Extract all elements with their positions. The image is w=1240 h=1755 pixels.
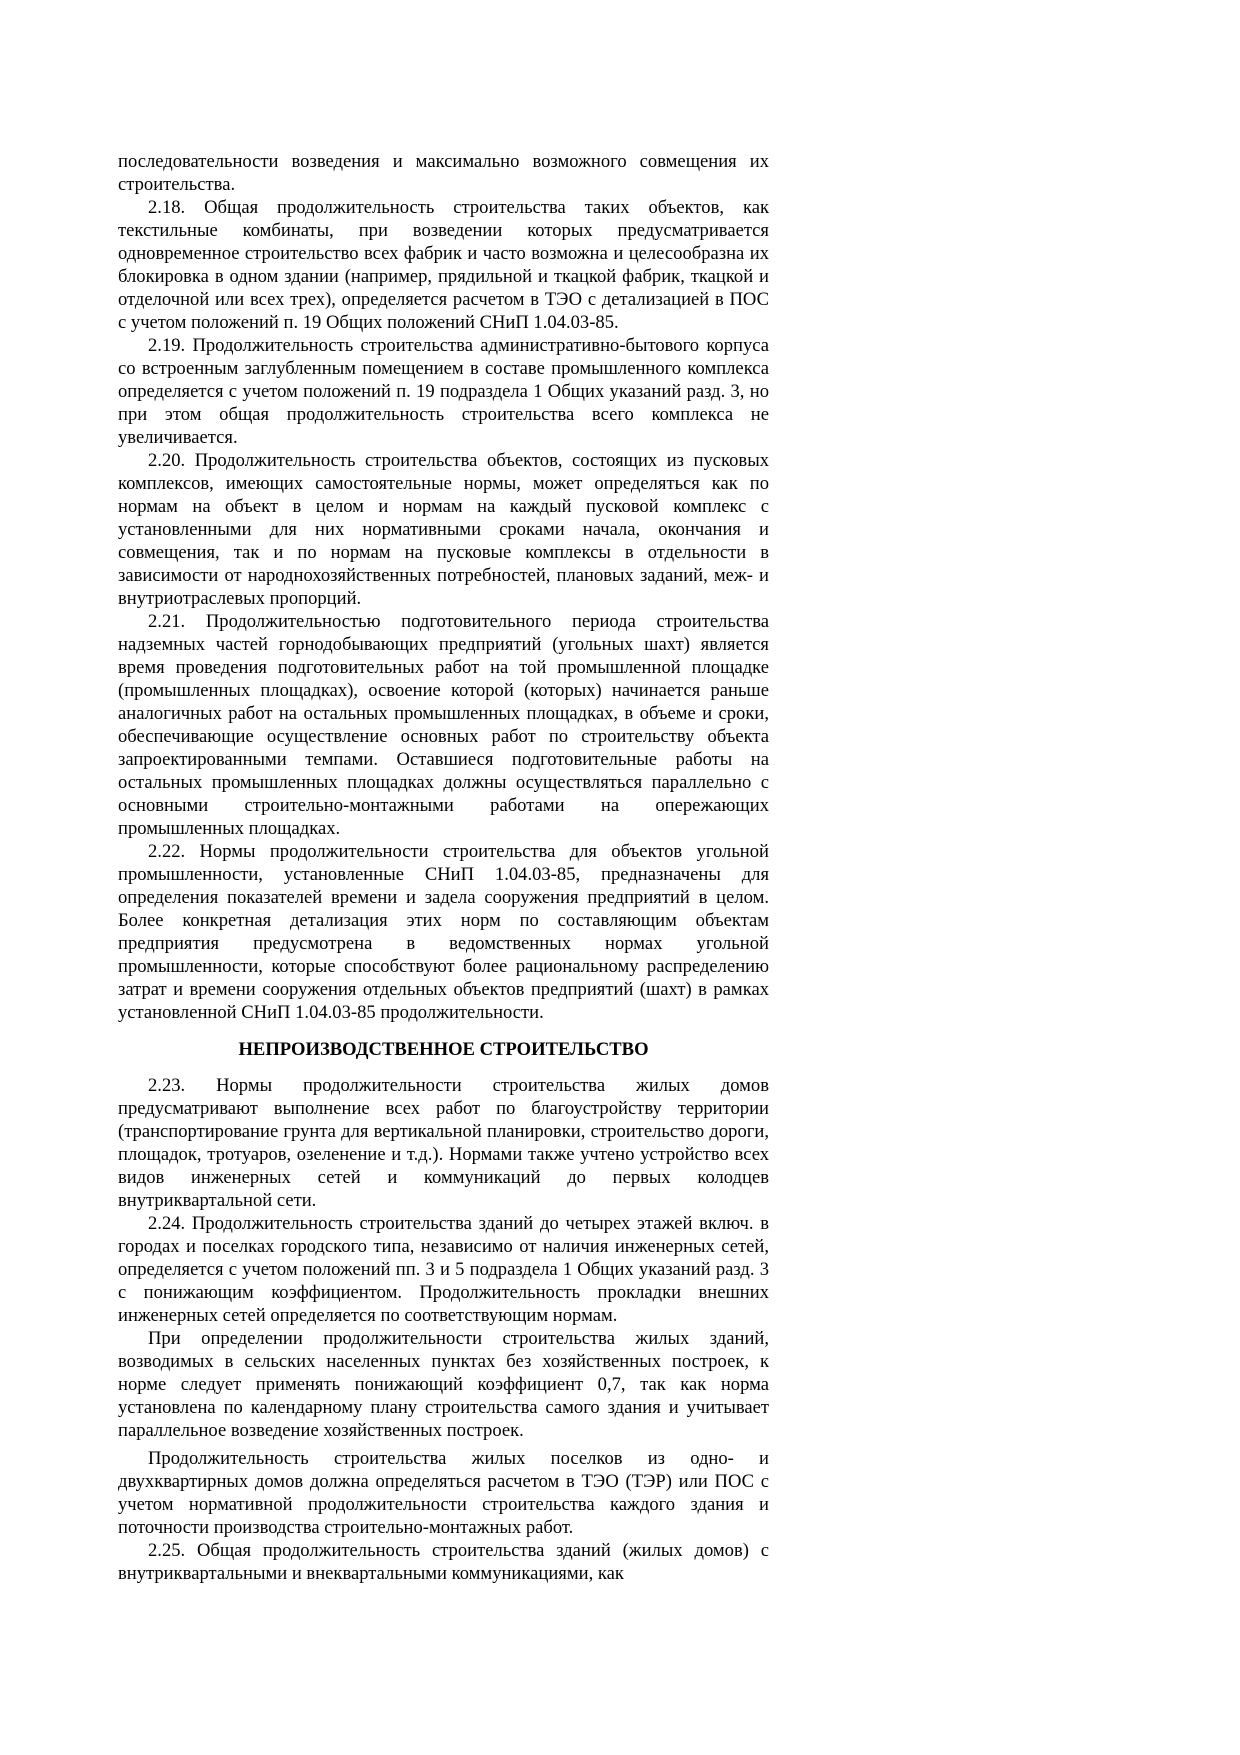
paragraph-2-22: 2.22. Нормы продолжительности строительства для объектов угольной промышленности, установленные СНиП 1.04.03-85, предназначены для определения показателей времени и задела сооружения предприятий в целом. Более конкретная детализация этих норм по составляющим объектам предприятия предусмотрена в ведомственных нормах угольной промышленности, которые способствуют более рациональному распределению затрат и времени сооружения отдельных объектов предприятий (шахт) в рамках установленной СНиП 1.04.03-85 продолжительности. [118, 841, 769, 1023]
paragraph-rural-housing: При определении продолжительности строительства жилых зданий, возводимых в сельских населенных пунктах без хозяйственных построек, к норме следует применять понижающий коэффициент 0,7, так как норма установлена по календарному плану строительства самого здания и учитывает параллельное возведение хозяйственных построек. [118, 1328, 769, 1441]
paragraph-2-20: 2.20. Продолжительность строительства объектов, состоящих из пусковых комплексов, имеющих самостоятельные нормы, может определяться как по нормам на объект в целом и нормам на каждый пусковой комплекс с установленными для них нормативными сроками начала, окончания и совмещения, так и по нормам на пусковые комплексы в отдельности в зависимости от народнохозяйственных потребностей, плановых заданий, меж- и внутриотраслевых пропорций. [118, 450, 769, 609]
paragraph-2-24: 2.24. Продолжительность строительства зданий до четырех этажей включ. в городах и поселках городского типа, независимо от наличия инженерных сетей, определяется с учетом положений пп. 3 и 5 подраздела 1 Общих указаний разд. 3 с понижающим коэффициентом. Продолжительность прокладки внешних инженерных сетей определяется по соответствующим нормам. [118, 1213, 769, 1326]
paragraph-2-18: 2.18. Общая продолжительность строительства таких объектов, как текстильные комбинаты, при возведении которых предусматривается одновременное строительство всех фабрик и часто возможна и целесообразна их блокировка в одном здании (например, прядильной и ткацкой фабрик, ткацкой и отделочной или всех трех), определяется расчетом в ТЭО с детализацией в ПОС с учетом положений п. 19 Общих положений СНиП 1.04.03-85. [118, 197, 769, 333]
paragraph-settlements: Продолжительность строительства жилых поселков из одно- и двухквартирных домов должна определяться расчетом в ТЭО (ТЭР) или ПОС с учетом нормативной продолжительности строительства каждого здания и поточности производства строительно-монтажных работ. [118, 1448, 769, 1538]
section-heading: НЕПРОИЗВОДСТВЕННОЕ СТРОИТЕЛЬСТВО [238, 1039, 649, 1060]
paragraph-2-19: 2.19. Продолжительность строительства административно-бытового корпуса со встроенным заглубленным помещением в составе промышленного комплекса определяется с учетом положений п. 19 подраздела 1 Общих указаний разд. 3, но при этом общая продолжительность строительства всего комплекса не увеличивается. [118, 335, 769, 448]
paragraph-2-21: 2.21. Продолжительностью подготовительного периода строительства надземных частей горнодобывающих предприятий (угольных шахт) является время проведения подготовительных работ на той промышленной площадке (промышленных площадках), освоение которой (которых) начинается раньше аналогичных работ на остальных промышленных площадках, в объеме и сроки, обеспечивающие осуществление основных работ по строительству объекта запроектированными темпами. Оставшиеся подготовительные работы на остальных промышленных площадках должны осуществляться параллельно с основными строительно-монтажными работами на опережающих промышленных площадках. [118, 611, 769, 839]
paragraph-continuation: последовательности возведения и максимально возможного совмещения их строительства. [118, 151, 769, 195]
paragraph-2-25: 2.25. Общая продолжительность строительства зданий (жилых домов) с внутриквартальными и внеквартальными коммуникациями, как [118, 1540, 769, 1584]
paragraph-2-23: 2.23. Нормы продолжительности строительства жилых домов предусматривают выполнение всех работ по благоустройству территории (транспортирование грунта для вертикальной планировки, строительство дороги, площадок, тротуаров, озеленение и т.д.). Нормами также учтено устройство всех видов инженерных сетей и коммуникаций до первых колодцев внутриквартальной сети. [118, 1075, 769, 1211]
document-page [118, 150, 769, 1585]
